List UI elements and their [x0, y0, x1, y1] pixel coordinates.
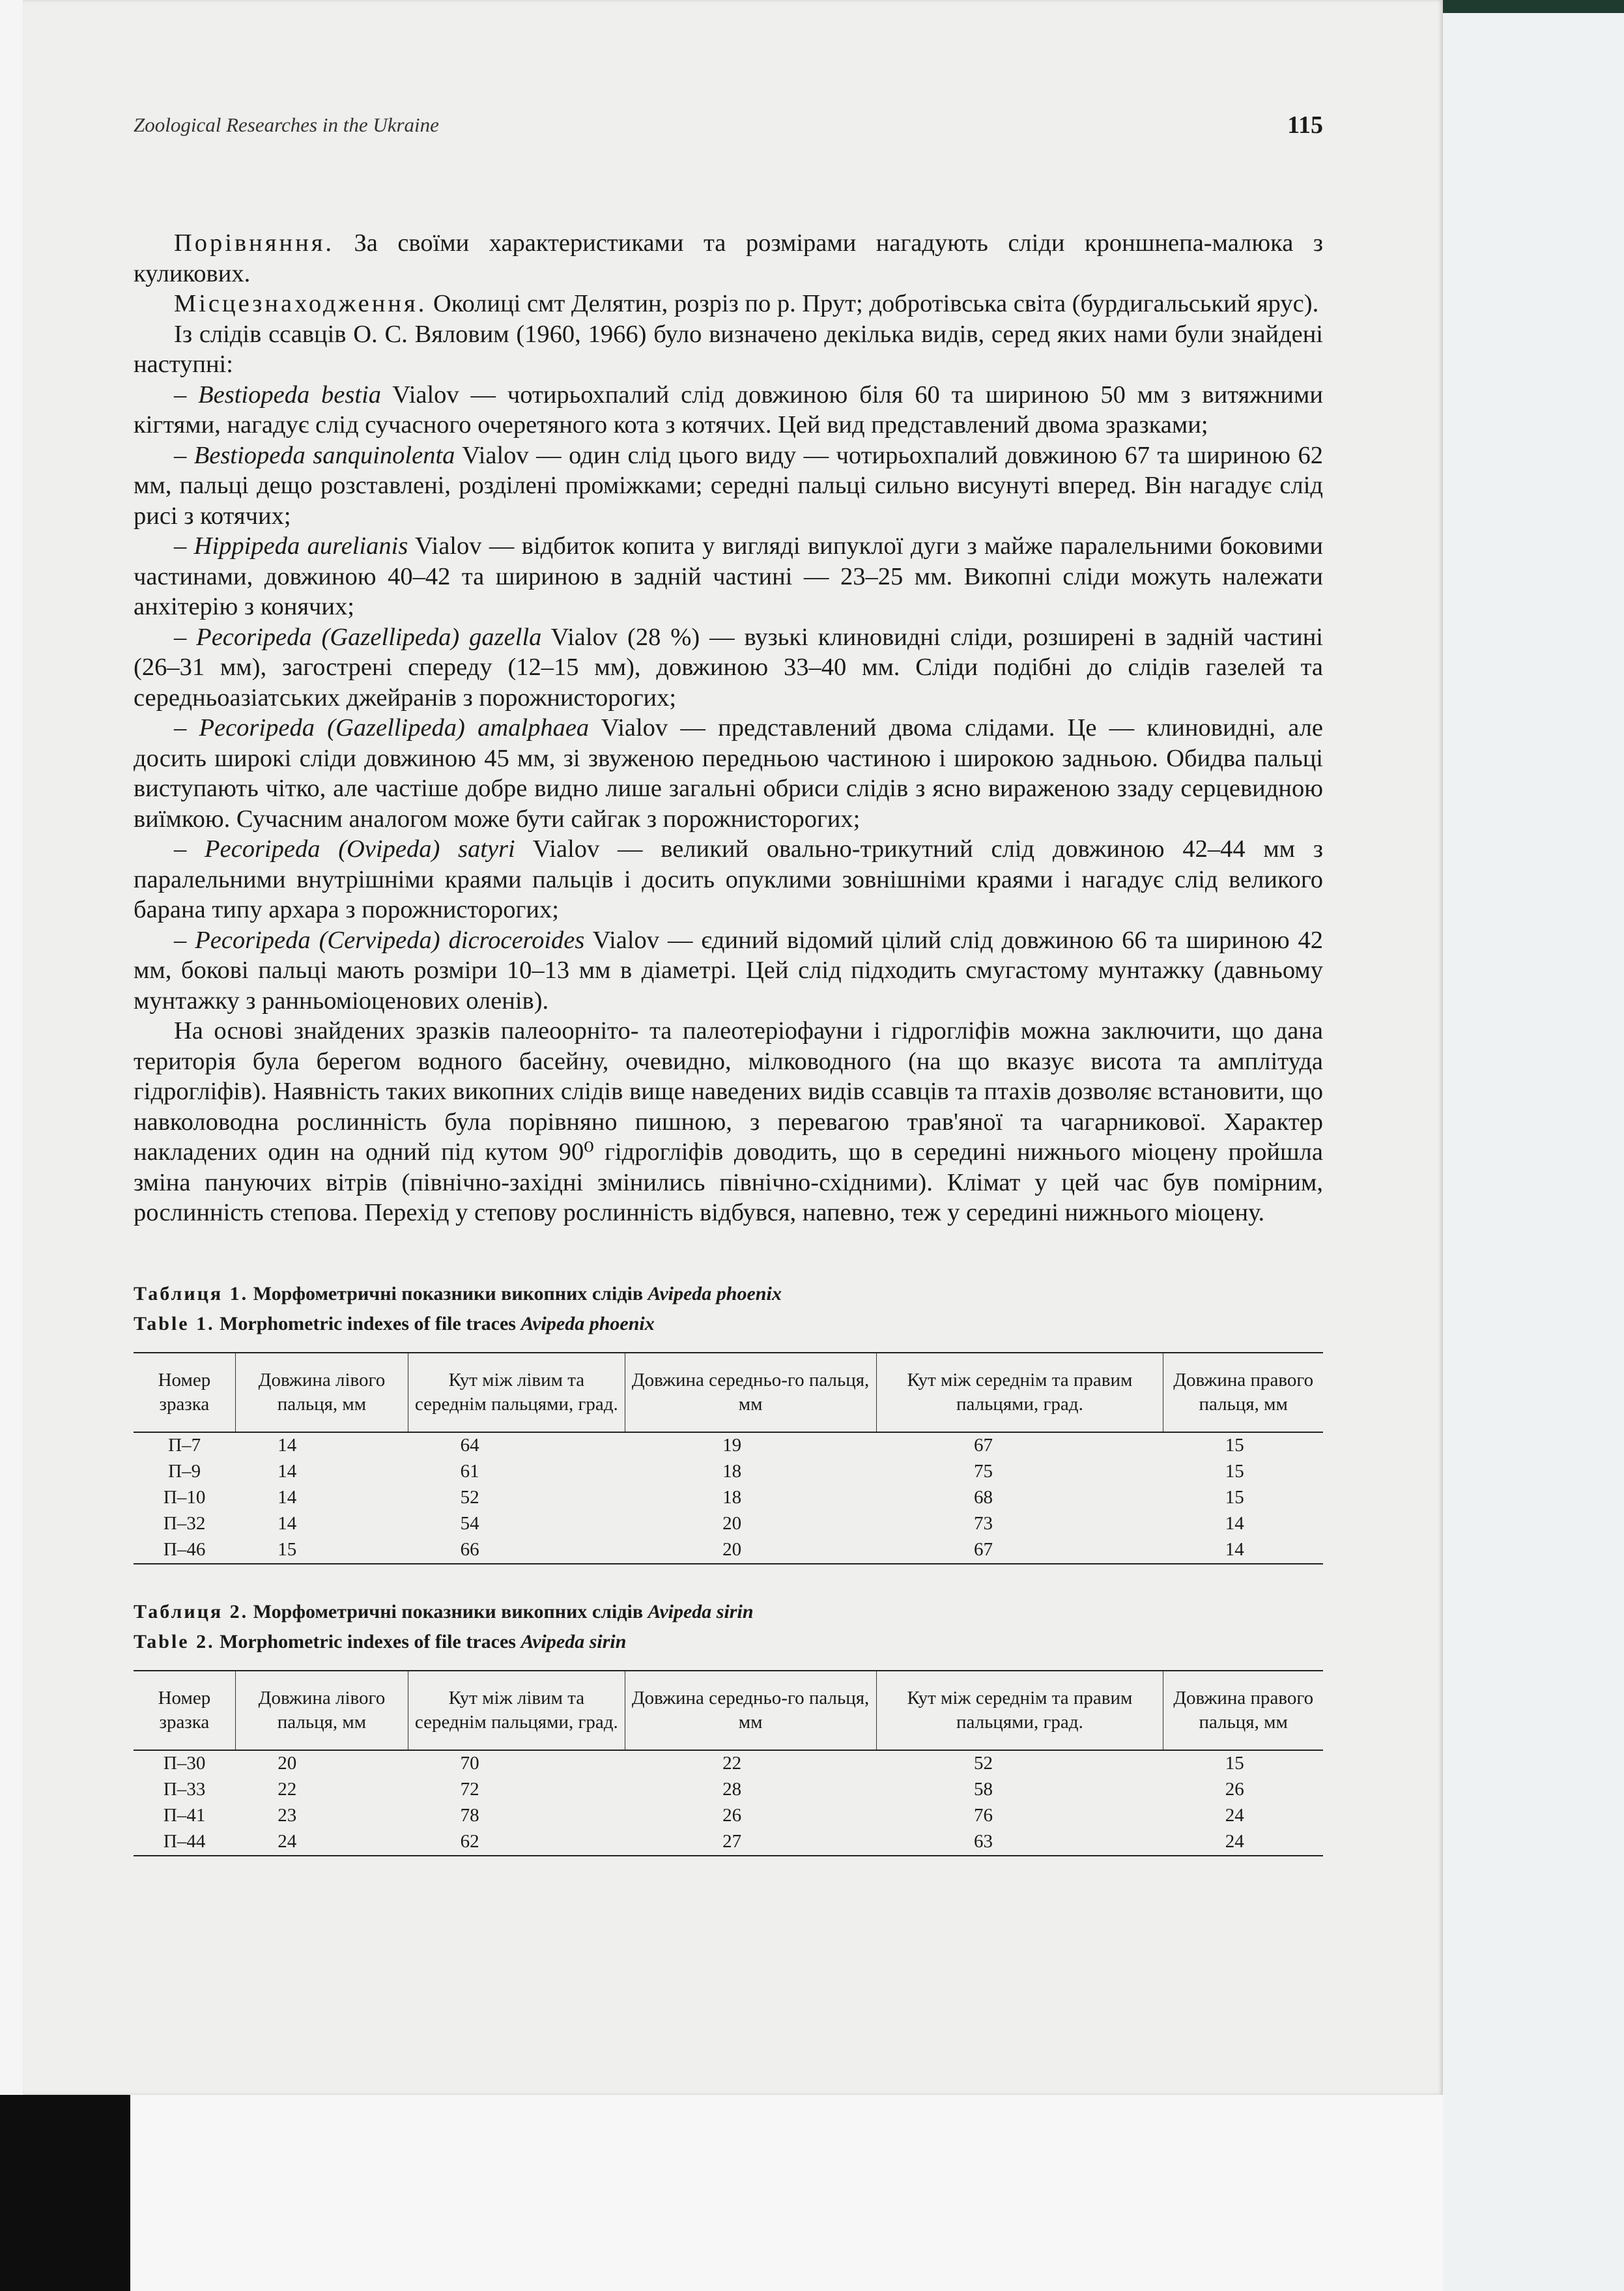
paragraph-text: За своїми характеристиками та розмірами нагадують сліди кроншнепа-малюка з куликових. — [134, 229, 1323, 287]
table-cell: П–9 — [168, 1461, 201, 1482]
table-cell: 26 — [1225, 1779, 1244, 1800]
table-cell: 73 — [974, 1513, 993, 1534]
table-cell: 63 — [876, 1829, 1163, 1856]
table-cell: П–46 — [134, 1537, 235, 1564]
table-row — [134, 1750, 1323, 1777]
table-cell: 67 — [876, 1537, 1163, 1564]
paragraph-conclusion — [134, 1016, 1323, 1228]
table-cell: 24 — [1163, 1829, 1323, 1856]
table-row — [134, 1485, 1323, 1511]
table-cell: 22 — [278, 1779, 297, 1800]
table-row — [134, 1459, 1323, 1485]
table-cell: 76 — [974, 1805, 993, 1826]
running-head — [134, 111, 1323, 156]
scan-edge-dark-corner — [0, 2095, 130, 2291]
species-description: Vialov — єдиний відомий цілий слід довжиною 66 та шириною 42 мм, бокові пальці мають розміри 10–13 мм в діаметрі. Цей слід підходить смугастому мунтажку (давньому мунтажку з ранньоміоценових оленів). — [134, 926, 1324, 1015]
species-name: Pecoripeda (Ovipeda) satyri — [205, 835, 515, 863]
species-item: – Pecoripeda (Gazellipeda) gazella Vialov (28 %) — вузькі клиновидні сліди, розширені в задній частині (26–31 мм), загострені спереду (12–15 мм), довжиною 33–40 мм. Сліди подібні до слідів газелей та середньоазіатських джейранів з порожнисторогих; — [134, 623, 1323, 712]
table-cell: 68 — [974, 1487, 993, 1508]
table-1-block — [134, 1279, 1323, 1564]
table-caption-en: Table 2. Morphometric indexes of file traces Avipeda sirin — [134, 1630, 627, 1652]
column-header: Номер зразка — [134, 1671, 235, 1750]
table-cell: 62 — [408, 1829, 625, 1856]
table-caption-en: Table 1. Morphometric indexes of file traces Avipeda phoenix — [134, 1312, 655, 1334]
table-1 — [134, 1352, 1323, 1564]
column-header: Довжина правого пальця, мм — [1163, 1671, 1323, 1750]
table-cell: П–7 — [168, 1435, 201, 1456]
table-cell: 66 — [408, 1537, 625, 1564]
column-header: Довжина середньо-го пальця, мм — [625, 1353, 876, 1432]
species-item: – Bestiopeda sanquinolenta Vialov — один слід цього виду — чотирьохпалий довжиною 67 та шириною 62 мм, пальці дещо розставлені, розділені проміжками; середні пальці сильно висунуті вперед. Він нагадує слід рисі з котячих; — [134, 441, 1324, 530]
table-row — [134, 1829, 1323, 1856]
table-cell: 14 — [278, 1487, 297, 1508]
table-cell: 14 — [1225, 1513, 1244, 1534]
species-name: Pecoripeda (Gazellipeda) amalphaea — [199, 714, 590, 742]
table-cell: П–32 — [163, 1513, 206, 1534]
column-header: Кут між середнім та правим пальцями, град. — [876, 1671, 1163, 1750]
paragraph-text: Околиці смт Делятин, розріз по р. Прут; добротівська світа (бурдигальський ярус). — [427, 290, 1319, 317]
scan-background-bottom — [130, 2072, 1443, 2291]
species-description: Vialov — представлений двома слідами. Це — клиновидні, але досить широкі сліди довжиною 45 мм, зі звуженою передньою частиною і широкою задньою. Обидва пальці виступають чітко, але частіше добре видно лише загальні обриси слідів з ясно вираженою ззаду серцевидною виїмкою. Сучасним аналогом може бути сайгак з порожнисторогих; — [134, 714, 1324, 833]
table-caption-ua: Таблиця 2. Морфометричні показники викопних слідів Avipeda sirin — [134, 1600, 754, 1622]
paragraph-locality — [134, 289, 1323, 319]
page-number: 115 — [1287, 111, 1323, 139]
species-description: Vialov (28 %) — вузькі клиновидні сліди, розширені в задній частині (26–31 мм), загострені спереду (12–15 мм), довжиною 33–40 мм. Сліди подібні до слідів газелей та середньоазіатських джейранів з порожнисторогих; — [134, 623, 1323, 712]
table-cell: 14 — [278, 1513, 297, 1534]
table-cell: 19 — [722, 1435, 742, 1456]
species-description: Vialov — один слід цього виду — чотирьохпалий довжиною 67 та шириною 62 мм, пальці дещо розставлені, розділені проміжками; середні пальці сильно висунуті вперед. Він нагадує слід рисі з котячих; — [134, 441, 1324, 530]
table-cell: 24 — [1225, 1805, 1244, 1826]
table-row — [134, 1511, 1323, 1537]
table-row — [134, 1803, 1323, 1829]
table-cell: 14 — [1163, 1537, 1323, 1564]
table-caption-ua: Таблиця 1. Морфометричні показники викопних слідів Avipeda phoenix — [134, 1282, 782, 1304]
table-cell: 22 — [722, 1753, 742, 1774]
species-item: – Pecoripeda (Gazellipeda) amalphaea Vialov — представлений двома слідами. Це — клиновидні, але досить широкі сліди довжиною 45 мм, зі звуженою передньою частиною і широкою задньою. Обидва пальці виступають чітко, але частіше добре видно лише загальні обриси слідів з ясно вираженою ззаду серцевидною виїмкою. Сучасним аналогом може бути сайгак з порожнисторогих; — [134, 714, 1324, 833]
paragraph-comparison — [134, 228, 1323, 289]
table-cell: 20 — [722, 1513, 742, 1534]
table-cell: 72 — [460, 1779, 479, 1800]
table-cell: 52 — [974, 1753, 993, 1774]
table-cell: 54 — [460, 1513, 479, 1534]
column-header: Кут між лівим та середнім пальцями, град. — [408, 1353, 625, 1432]
table-row — [134, 1777, 1323, 1803]
scan-edge-dark — [1443, 0, 1624, 13]
table-cell: 15 — [1225, 1487, 1244, 1508]
paper-page — [23, 0, 1443, 2095]
table-cell: П–41 — [163, 1805, 206, 1826]
table-cell: 18 — [722, 1487, 742, 1508]
table-header-row — [134, 1353, 1323, 1432]
run-in-heading: Місцезнаходження. — [174, 290, 427, 317]
table-cell: 24 — [235, 1829, 408, 1856]
table-cell: 61 — [460, 1461, 479, 1482]
species-item: – Pecoripeda (Ovipeda) satyri Vialov — великий овально-трикутний слід довжиною 42–44 мм з паралельними внутрішніми краями пальців і досить опуклими зовнішніми краями і нагадує слід великого барана типу архара з порожнисторогих; — [134, 835, 1324, 923]
species-name: Pecoripeda (Gazellipeda) gazella — [196, 623, 542, 651]
table-2 — [134, 1670, 1323, 1856]
species-name: Hippipeda aurelianis — [193, 532, 408, 560]
table-cell: 14 — [278, 1461, 297, 1482]
table-header-row — [134, 1671, 1323, 1750]
column-header: Кут між середнім та правим пальцями, град. — [876, 1353, 1163, 1432]
species-item: – Pecoripeda (Cervipeda) dicroceroides Vialov — єдиний відомий цілий слід довжиною 66 та шириною 42 мм, бокові пальці мають розміри 10–13 мм в діаметрі. Цей слід підходить смугастому мунтажку (давньому мунтажку з ранньоміоценових оленів). — [134, 926, 1324, 1015]
table-cell: П–10 — [163, 1487, 206, 1508]
table-cell: 28 — [722, 1779, 742, 1800]
table-cell: 15 — [235, 1537, 408, 1564]
table-cell: 14 — [278, 1435, 297, 1456]
table-cell: 75 — [974, 1461, 993, 1482]
table-row — [134, 1432, 1323, 1459]
table-cell: 27 — [625, 1829, 876, 1856]
scan-background-right — [1443, 0, 1624, 2291]
paragraph-text: На основі знайдених зразків палеоорніто- та палеотеріофауни і гідрогліфів можна заключити, що дана територія була берегом водного басейну, очевидно, мілководного (на що вказує висота та амплітуда гідрогліфів). Наявність таких викопних слідів вище наведених видів ссавців та птахів дозволяє встановити, що навколоводна рослинність була порівняно пишною, з перевагою трав'яної та чагарникової. Характер накладених один на одний під кутом 90⁰ гідрогліфів доводить, що в середині нижнього міоцену пройшла зміна пануючих вітрів (північно-західні змінились північно-східними). Клімат у цей час був помірним, рослинність степова. Перехід у степову рослинність відбувся, напевно, теж у середині нижнього міоцену. — [134, 1017, 1323, 1226]
species-description: Vialov — великий овально-трикутний слід довжиною 42–44 мм з паралельними внутрішніми краями пальців і досить опуклими зовнішніми краями і нагадує слід великого барана типу архара з порожнисторогих; — [134, 835, 1324, 923]
column-header: Кут між лівим та середнім пальцями, град. — [408, 1671, 625, 1750]
body-text — [134, 228, 1323, 1228]
journal-title: Zoological Researches in the Ukraine — [134, 113, 439, 136]
column-header: Номер зразка — [134, 1353, 235, 1432]
page-content — [134, 111, 1323, 1856]
species-description: Vialov — відбиток копита у вигляді випуклої дуги з майже паралельними боковими частинами, довжиною 40–42 та шириною в задній частині — 23–25 мм. Викопні сліди можуть належати анхітерію з конячих; — [134, 532, 1324, 620]
table-cell: 70 — [460, 1753, 479, 1774]
table-cell: 52 — [460, 1487, 479, 1508]
table-cell: 26 — [722, 1805, 742, 1826]
table-2-block — [134, 1597, 1323, 1856]
table-cell: 67 — [974, 1435, 993, 1456]
table-cell: 64 — [460, 1435, 479, 1456]
column-header: Довжина лівого пальця, мм — [235, 1671, 408, 1750]
paragraph-intro — [134, 319, 1323, 380]
table-cell: 18 — [722, 1461, 742, 1482]
table-cell: 58 — [974, 1779, 993, 1800]
species-name: Pecoripeda (Cervipeda) dicroceroides — [195, 926, 585, 954]
species-description: Vialov — чотирьохпалий слід довжиною біля 60 та шириною 50 мм з витяжними кігтями, нагадує слід сучасного очеретяного кота з котячих. Цей вид представлений двома зразками; — [134, 381, 1324, 439]
table-cell: 15 — [1225, 1461, 1244, 1482]
table-cell: 20 — [625, 1537, 876, 1564]
table-row — [134, 1537, 1323, 1564]
run-in-heading: Порівняння. — [174, 229, 335, 257]
column-header: Довжина середньо-го пальця, мм — [625, 1671, 876, 1750]
table-cell: П–30 — [163, 1753, 206, 1774]
paragraph-text: Із слідів ссавців О. С. Вяловим (1960, 1966) було визначено декілька видів, серед яких нами були знайдені наступні: — [134, 320, 1323, 378]
table-cell: 20 — [278, 1753, 297, 1774]
table-cell: П–44 — [134, 1829, 235, 1856]
table-cell: 15 — [1225, 1435, 1244, 1456]
species-name: Bestiopeda sanquinolenta — [193, 441, 455, 469]
species-item: – Hippipeda aurelianis Vialov — відбиток копита у вигляді випуклої дуги з майже паралельними боковими частинами, довжиною 40–42 та шириною в задній частині — 23–25 мм. Викопні сліди можуть належати анхітерію з конячих; — [134, 532, 1324, 620]
table-cell: 78 — [460, 1805, 479, 1826]
table-cell: 15 — [1225, 1753, 1244, 1774]
species-item: – Bestiopeda bestia Vialov — чотирьохпалий слід довжиною біля 60 та шириною 50 мм з витяжними кігтями, нагадує слід сучасного очеретяного кота з котячих. Цей вид представлений двома зразками; — [134, 381, 1324, 439]
column-header: Довжина лівого пальця, мм — [235, 1353, 408, 1432]
species-name: Bestiopeda bestia — [198, 381, 382, 409]
column-header: Довжина правого пальця, мм — [1163, 1353, 1323, 1432]
table-cell: П–33 — [163, 1779, 206, 1800]
table-cell: 23 — [278, 1805, 297, 1826]
